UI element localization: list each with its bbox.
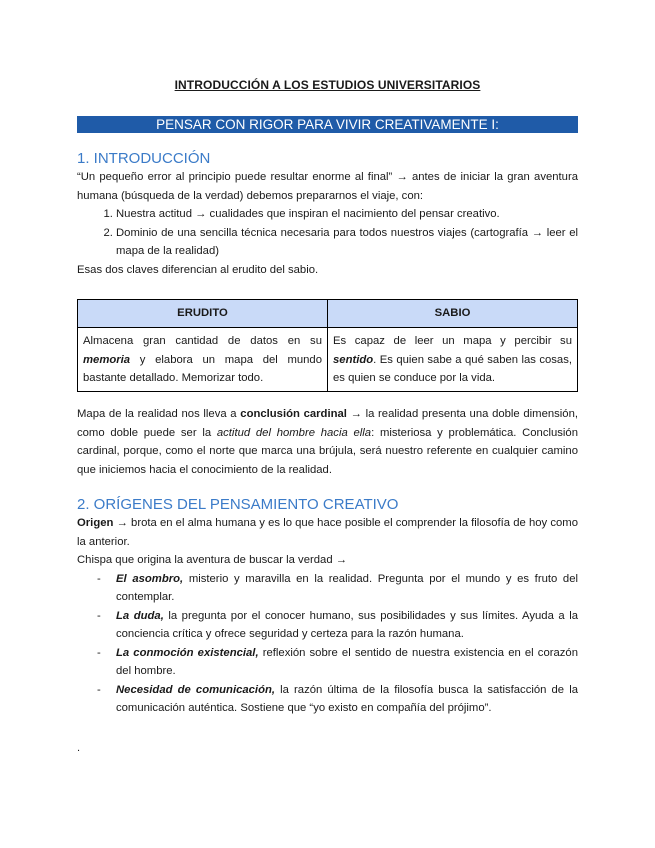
bold-origen: Origen [77,517,114,529]
section-2-heading: 2. ORÍGENES DEL PENSAMIENTO CREATIVO [77,496,399,513]
list-item: 2. Dominio de una sencilla técnica necesaria para todos nuestros viajes (cartografía → leer el mapa de la realidad) [116,224,578,261]
comparison-table-wrap [77,299,578,392]
emphasis-memoria: memoria [83,353,131,366]
intro-paragraph: “Un pequeño error al principio puede resultar enorme al final” → antes de iniciar la gran aventura humana (búsqueda de la verdad) debemos prepararnos el viaje, con: [77,171,578,202]
section-1-heading: 1. INTRODUCCIÓN [77,150,211,167]
table-cell-erudito: Almacena gran cantidad de datos en su memoria y elabora un mapa del mundo bastante detallado. Memorizar todo. [78,328,328,392]
section-banner: PENSAR CON RIGOR PARA VIVIR CREATIVAMENTE I: [77,116,578,133]
document-title: INTRODUCCIÓN A LOS ESTUDIOS UNIVERSITARIOS [174,78,481,92]
list-item: 1. Nuestra actitud → cualidades que inspiran el nacimiento del pensar creativo. [116,205,578,224]
bold-conclusion-cardinal: conclusión cardinal [240,408,347,420]
section-origenes [77,496,578,718]
list-item: - La conmoción existencial, reflexión sobre el sentido de nuestra existencia en el corazón del hombre. [97,646,578,677]
section-introduccion [77,150,578,279]
table-cell-sabio: Es capaz de leer un mapa y percibir su sentido. Es quien sabe a qué saben las cosas, es quien se conduce por la vida. [328,328,578,392]
list-item: - Necesidad de comunicación, la razón última de la filosofía busca la satisfacción de la comunicación auténtica. Sostiene que “yo existo en compañía del prójimo”. [97,683,578,714]
conclusion-paragraph: Mapa de la realidad nos lleva a conclusión cardinal → la realidad presenta una doble dimensión, como doble puede ser la actitud del hombre hacia ella: misteriosa y problemática. Conclusión cardinal, porque, como el norte que marca una brújula, será nuestro referente en cualquier camino que iniciemos hacia el conocimiento de la realidad. [77,408,579,476]
list-item: - El asombro, misterio y maravilla en la realidad. Pregunta por el mundo y es fruto del contemplar. [97,572,578,603]
table-header-erudito: ERUDITO [78,300,328,328]
comparison-table [77,299,578,392]
closing-paragraph: Esas dos claves diferencian al erudito del sabio. [77,263,319,276]
conclusion-block [77,405,578,479]
numbered-list [77,205,578,261]
footer-mark: . [77,742,81,754]
italic-actitud: actitud del hombre hacia ella [216,426,372,439]
table-header-sabio: SABIO [328,300,578,328]
dash-list [77,570,578,718]
emphasis-sentido: sentido [333,353,374,366]
origen-paragraph: Origen → brota en el alma humana y es lo que hace posible el comprender la filosofía de hoy como la anterior. [77,517,578,548]
list-item: - La duda, la pregunta por el conocer humano, sus posibilidades y sus límites. Ayuda a la conciencia crítica y ofrece seguridad y certeza para la razón humana. [97,609,578,640]
chispa-paragraph: Chispa que origina la aventura de buscar la verdad → [77,554,348,566]
